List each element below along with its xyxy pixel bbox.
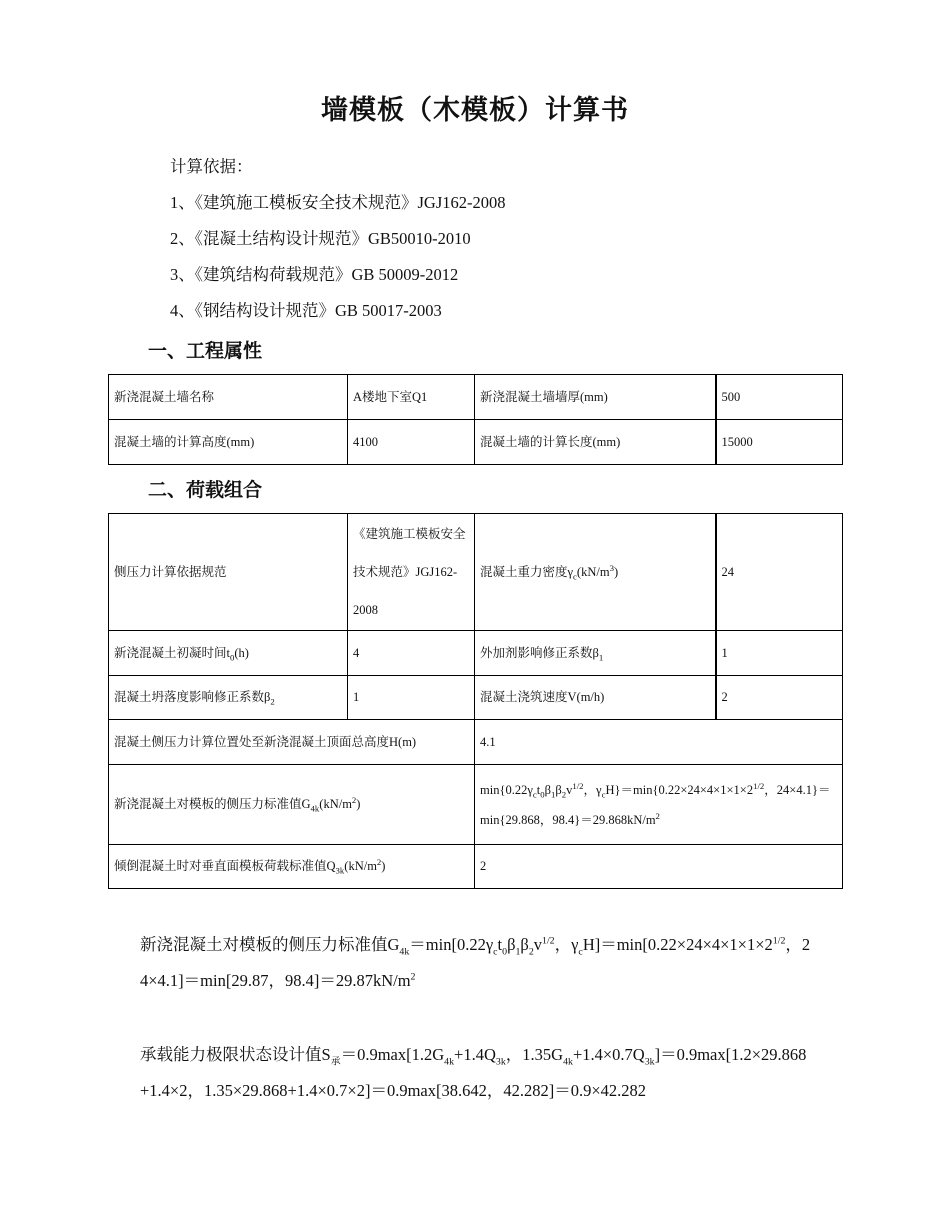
table-row (109, 375, 843, 420)
section-heading-properties: 一、工程属性 (148, 341, 263, 362)
table-cell: 2 (716, 676, 843, 720)
table-cell: 新浇混凝土墙名称 (109, 375, 348, 420)
table-row (109, 631, 843, 676)
table-cell: 混凝土坍落度影响修正系数$\beta_2$ (109, 676, 348, 720)
table-cell: 新浇混凝土初凝时间$t_0(h)$ (109, 631, 348, 676)
table-row (109, 845, 843, 889)
basis-label: 计算依据： (170, 157, 253, 176)
table-cell: 4 (348, 631, 475, 676)
basis-item: 3、《建筑结构荷载规范》GB 50009-2012 (170, 265, 459, 284)
table-cell: 2 (475, 845, 843, 889)
table-cell: 外加剂影响修正系数$\beta_1$ (475, 631, 716, 676)
formula-cell: $\min\{0.22\gamma_ct_0\beta_1\beta_2v^{1/2}$，$\gamma_cH\}=\min\{0.22\times 24\times 4\times 1\times 1\times 2^{1/2}$，24×4.1}＝min{29.868，$98.4\}=29.868kN/m^2$ (475, 765, 843, 845)
table-cell: 15000 (716, 420, 843, 465)
basis-item: 2、《混凝土结构设计规范》GB50010-2010 (170, 229, 471, 248)
table-cell: 倾倒混凝土时对垂直面模板荷载标准值$Q_{3k}(kN/m^2)$ (109, 845, 475, 889)
table-cell: 1 (716, 631, 843, 676)
basis-item: 1、《建筑施工模板安全技术规范》JGJ162-2008 (170, 193, 506, 212)
table-cell: 混凝土墙的计算高度(mm) (109, 420, 348, 465)
lateral-pressure-paragraph: 新浇混凝土对模板的侧压力标准值$G_{4k}=\min[0.22\gamma_ct_0\beta_1\beta_2v^{1/2}$，$\gamma_cH]=\min[0.22\times 24\times 4\times 1\times 1\times 2^{1/2}$，24×4.1]＝min[29.87，$98.4]=29.87kN/m^2$ (140, 935, 811, 990)
table-cell: 混凝土浇筑速度V(m/h) (475, 676, 716, 720)
table-cell: 24 (716, 514, 843, 631)
table-cell: 《建筑施工模板安全技术规范》JGJ162-2008 (348, 514, 475, 631)
table-row (109, 765, 843, 845)
table-cell: 混凝土重力密度$\gamma_c(kN/m^3)$ (475, 514, 716, 631)
table-cell: 混凝土墙的计算长度(mm) (475, 420, 716, 465)
table-row (109, 514, 843, 631)
properties-table (108, 374, 843, 465)
table-cell: 混凝土侧压力计算位置处至新浇混凝土顶面总高度H(m) (109, 720, 475, 765)
design-value-paragraph: 承载能力极限状态设计值$S_承=0.9\max[1.2G_{4k}+1.4Q_{3k}$，$1.35G_{4k}+1.4\times 0.7Q_{3k}]=0.9\max[1.2\times 29.868+1.4\times 2$，1.35×29.868+1.4×0.7×2]＝0.9max[38.642，42.282]＝0.9×42.282 (140, 1045, 807, 1100)
table-cell: 新浇混凝土对模板的侧压力标准值$G_{4k}(kN/m^2)$ (109, 765, 475, 845)
table-cell: 新浇混凝土墙墙厚(mm) (475, 375, 716, 420)
table-row (109, 420, 843, 465)
table-cell: 4100 (348, 420, 475, 465)
table-cell: 1 (348, 676, 475, 720)
table-cell: 侧压力计算依据规范 (109, 514, 348, 631)
section-heading-loads: 二、荷载组合 (148, 480, 263, 501)
loads-table (108, 513, 843, 889)
basis-item: 4、《钢结构设计规范》GB 50017-2003 (170, 301, 442, 320)
table-row (109, 676, 843, 720)
table-cell: 4.1 (475, 720, 843, 765)
table-cell: 500 (716, 375, 843, 420)
page-title: 墙模板（木模板）计算书 (321, 95, 629, 125)
table-cell: A楼地下室Q1 (348, 375, 475, 420)
table-row (109, 720, 843, 765)
